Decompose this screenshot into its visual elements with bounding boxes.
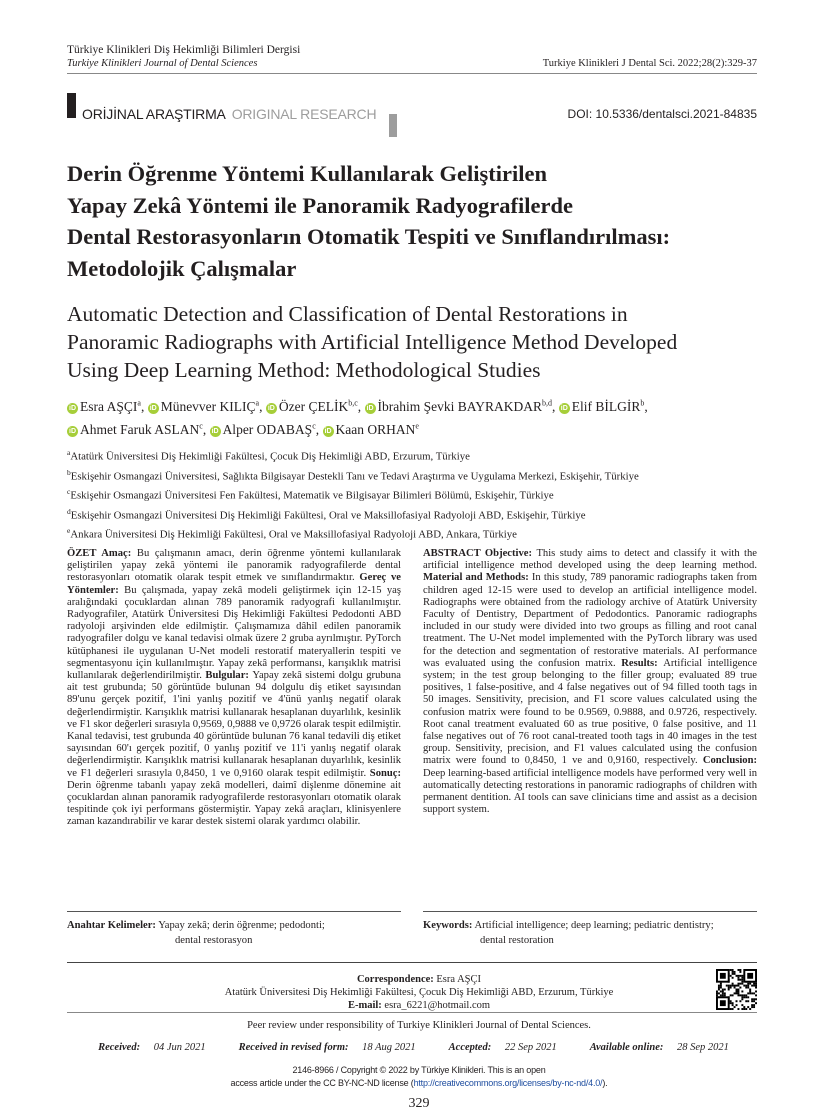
author-name: Kaan ORHAN bbox=[335, 422, 416, 437]
author-name: İbrahim Şevki BAYRAKDAR bbox=[377, 398, 543, 414]
abstract-en bbox=[423, 548, 757, 816]
author-list bbox=[67, 393, 767, 440]
author-affiliation-mark: a bbox=[137, 398, 141, 407]
author[interactable] bbox=[67, 399, 148, 414]
title-tr-line: Dental Restorasyonların Otomatik Tespiti ve Sınıflandırılması: bbox=[67, 224, 671, 249]
affiliation-mark: b bbox=[67, 467, 71, 477]
date-label: Received: bbox=[98, 1042, 141, 1053]
affiliation bbox=[67, 445, 767, 465]
abstract-tr-heading: Bulgular: bbox=[205, 670, 253, 682]
correspondence-name: Esra AŞÇI bbox=[436, 974, 482, 985]
keywords-en-label: Keywords: bbox=[423, 920, 473, 931]
orcid-icon[interactable]: iD bbox=[69, 404, 76, 412]
affiliation bbox=[67, 465, 767, 485]
copyright-line2-post: ). bbox=[602, 1078, 608, 1088]
date-item bbox=[239, 1042, 427, 1053]
abstract-en-text: Deep learning-based artificial intelligence models have performed very well in automatically detecting restorations in panoramic radiographs of children with permanent dentition. AI tools can save clinicians time and assist as a decision support system. bbox=[423, 767, 757, 816]
author-separator: , bbox=[357, 398, 365, 414]
title-en-line: Panoramic Radiographs with Artificial Intelligence Method Developed bbox=[67, 330, 678, 354]
footer-divider bbox=[67, 962, 757, 963]
author-name: Ahmet Faruk ASLAN bbox=[80, 422, 200, 437]
author-name: Özer ÇELİK bbox=[278, 398, 349, 414]
author-separator: , bbox=[552, 398, 559, 414]
date-item bbox=[590, 1042, 740, 1053]
section-label-tr: ORİJİNAL ARAŞTIRMA bbox=[82, 106, 226, 122]
author-separator: , bbox=[140, 398, 148, 414]
orcid-icon[interactable]: iD bbox=[366, 404, 374, 412]
title-tr-line: Derin Öğrenme Yöntemi Kullanılarak Geliştirilen bbox=[67, 161, 547, 186]
date-label: Available online: bbox=[589, 1042, 664, 1053]
author-affiliation-mark: c bbox=[312, 421, 316, 431]
author-affiliation-mark: b bbox=[640, 398, 645, 407]
abstract-tr-heading: Sonuç: bbox=[369, 767, 401, 779]
affiliation-mark: c bbox=[67, 487, 71, 497]
title-tr-line: Yapay Zekâ Yöntemi ile Panoramik Radyografilerde bbox=[67, 192, 574, 218]
title-tr-line: Metodolojik Çalışmalar bbox=[67, 255, 297, 281]
keywords-en-line1: Artificial intelligence; deep learning; pediatric dentistry; bbox=[474, 920, 714, 931]
author[interactable] bbox=[559, 399, 648, 414]
affiliation bbox=[67, 484, 767, 504]
keywords-tr bbox=[67, 918, 401, 948]
orcid-icon[interactable]: iD bbox=[324, 428, 332, 435]
date-value: 04 Jun 2021 bbox=[153, 1042, 206, 1053]
affiliation-text: Atatürk Üniversitesi Diş Hekimliği Fakültesi, Çocuk Diş Hekimliği ABD, Erzurum, Türkiye bbox=[70, 450, 470, 463]
affiliation bbox=[67, 523, 767, 543]
author-separator: , bbox=[315, 422, 323, 437]
author-name: Elif BİLGİR bbox=[571, 398, 641, 414]
header-divider bbox=[67, 73, 757, 74]
abstract-tr bbox=[67, 548, 401, 829]
abstract-en-text: Artificial intelligence system; in the test group belonging to the filler group; evaluated 89 true positives, 1 false-positive, and 4 false negatives out of 94 filled tooth tags in 50 images. Sensitivity, precision, and F1 score values calculated using the confusion matrix were found to be 0.9569, 0.9888, and 0.9726, respectively. Root canal treatment evaluated 60 as true positive, 0 false positive, and 11 false negatives out of 76 root canal-treated tooth tags in 40 images in the test group. Sensitivity, precision, and F1 values calculated using the confusion matrix were found to 0,8450, 1 ve and 0,9160, respectively. bbox=[423, 657, 758, 767]
author[interactable] bbox=[266, 399, 365, 414]
peer-review-note: Peer review under responsibility of Turkiye Klinikleri Journal of Dental Sciences. bbox=[247, 1020, 591, 1031]
article-dates bbox=[0, 1042, 838, 1053]
orcid-icon[interactable]: iD bbox=[267, 404, 275, 412]
abstract-tr-text: Derin öğrenme tabanlı yapay zekâ modelleri, daimî dişlenme dönemine ait çocuklardan alınan panoramik radyografilerde restorasyonları otomatik olarak tespitinde çok iyi performans göstermiştir. Yapay zekâ araçları, klinisyenlere zaman kazandırabilir ve karar destek sistemi olarak yardımcı olabilir. bbox=[67, 779, 401, 828]
title-tr bbox=[67, 158, 767, 284]
abstract-tr-heading: Gereç ve Yöntemler: bbox=[67, 572, 401, 596]
date-label: Received in revised form: bbox=[238, 1042, 349, 1053]
affiliation-text: Eskişehir Osmangazi Üniversitesi Diş Hekimliği Fakültesi, Oral ve Maksillofasiyal Radyoloji ABD, Eskişehir, Türkiye bbox=[70, 509, 586, 522]
abstract-en-heading: Results: bbox=[621, 657, 664, 669]
abstract-en-heading: Conclusion: bbox=[702, 755, 757, 767]
affiliation-mark: a bbox=[67, 448, 71, 457]
affiliation bbox=[67, 504, 767, 524]
license-link[interactable]: http://creativecommons.org/licenses/by-nc-nd/4.0/ bbox=[413, 1078, 603, 1088]
abstract-en-heading: ABSTRACT Objective: bbox=[423, 548, 537, 559]
abstract-en-divider bbox=[423, 911, 757, 912]
date-value: 22 Sep 2021 bbox=[504, 1042, 557, 1053]
author[interactable] bbox=[67, 422, 210, 437]
affiliation-text: Ankara Üniversitesi Diş Hekimliği Fakültesi, Oral ve Maksillofasiyal Radyoloji ABD, Ankara, Türkiye bbox=[70, 528, 517, 541]
author[interactable] bbox=[148, 399, 266, 414]
keywords-tr-label: Anahtar Kelimeler: bbox=[67, 920, 156, 931]
copyright-line1: 2146-8966 / Copyright © 2022 by Türkiye Klinikleri. This is an open bbox=[292, 1065, 546, 1075]
abstract-tr-text: Bu çalışmada, yapay zekâ modeli geliştirmek için 12-15 yaş aralığındaki çocuklardan alınan 789 panoramik radyografi kullanılmıştır. Radyografiler, Atatürk Üniversitesi Diş Hekimliği Fakültesi Pedodonti ABD radyoloji arşivinden elde edilmiştir. Çalışmamıza dâhil edilen panoramik radyografiler dolgu ve kanal tedavisi olmak üzere 2 gruba ayrılmıştır. PyTorch kütüphanesi ile uygulanan U-Net modeli restoratif materyallerin tespiti ve segmentasyonu için kullanılmıştır. Yapay zekâ performansı, karışıklık matrisi kullanılarak değerlendirilmiştir. bbox=[67, 584, 402, 682]
author-affiliation-mark: e bbox=[415, 421, 419, 431]
copyright-line2-pre: access article under the CC BY-NC-ND license ( bbox=[230, 1078, 414, 1088]
title-en-line: Using Deep Learning Method: Methodological Studies bbox=[67, 358, 541, 382]
author-name: Esra AŞÇI bbox=[80, 398, 138, 414]
correspondence-label: Correspondence: bbox=[356, 974, 434, 985]
author-affiliation-mark: b,d bbox=[542, 398, 553, 407]
keywords-tr-line2: dental restorasyon bbox=[175, 935, 253, 946]
date-value: 28 Sep 2021 bbox=[676, 1042, 729, 1053]
abstract-en-text: This study aims to detect and classify it with the artificial intelligence method developed using the deep learning method. bbox=[423, 548, 758, 572]
affiliation-list bbox=[67, 445, 767, 543]
orcid-icon[interactable]: iD bbox=[560, 404, 568, 412]
author[interactable] bbox=[210, 422, 323, 437]
page-number: 329 bbox=[408, 1096, 430, 1111]
affiliation-text: Eskişehir Osmangazi Üniversitesi, Sağlıkta Bilgisayar Destekli Tanı ve Tedavi Araştırma ve Uygulama Merkezi, Eskişehir, Türkiye bbox=[70, 470, 639, 483]
abstract-en-text: In this study, 789 panoramic radiographs taken from children aged 12-15 were used to develop an artificial intelligence model. Radiographs were obtained from the radiology archive of Atatürk University Faculty of Dentistry, Department of Pedodontics. Panoramic radiographs included in our study were divided into two groups as filling and root canal treatment. The U-Net model implemented with the PyTorch library was used for the detection and segmentation of restorative materials. AI performance was evaluated using the confusion matrix. bbox=[423, 572, 757, 669]
section-bar-gray bbox=[389, 114, 397, 137]
orcid-icon[interactable]: iD bbox=[149, 404, 157, 412]
author[interactable] bbox=[365, 399, 559, 414]
keywords-tr-line1: Yapay zekâ; derin öğrenme; pedodonti; bbox=[158, 920, 325, 931]
abstract-tr-divider bbox=[67, 911, 401, 912]
author-name: Münevver KILIÇ bbox=[160, 398, 256, 414]
keywords-en-line2: dental restoration bbox=[480, 935, 554, 946]
title-en bbox=[67, 300, 777, 384]
author-affiliation-mark: c bbox=[199, 421, 203, 431]
correspondence bbox=[0, 973, 838, 1012]
correspondence-address: Atatürk Üniversitesi Diş Hekimliği Fakültesi, Çocuk Diş Hekimliği ABD, Erzurum, Türkiye bbox=[224, 987, 614, 998]
title-en-line: Automatic Detection and Classification of Dental Restorations in bbox=[67, 302, 628, 326]
keywords-en bbox=[423, 918, 757, 948]
qr-code-icon[interactable] bbox=[716, 969, 757, 1010]
section-label-en: ORIGINAL RESEARCH bbox=[231, 106, 377, 122]
abstract-tr-text: Yapay zekâ sistemi dolgu grubuna ait test grubunda; 50 görüntüde bulunan 94 dolgulu diş etiket sayısından 89'unu gerçek pozitif, 1'ini yanlış pozitif ve 4'ünü yanlış negatif olarak değerlendirmiştir. Karışıklık matrisi kullanarak hesaplanan duyarlılık, kesinlik ve F1 skor değerleri sırasıyla 0,9569, 0,9888 ve 0,9726 olarak tespit edilmiştir. Kanal tedavisi, test grubunda 40 görüntüde bulunan 76 kanal tedavili diş etiket sayısından 60'ı gerçek pozitif, 0 yanlış pozitif ve 11'i yanlış negatif olarak değerlendirmiştir. Karışıklık matrisi kullanarak hesaplanan duyarlılık, kesinlik ve F1 değerleri sırasıyla 0,8450, 1 ve 0,9160 olarak tespit edilmiştir. bbox=[67, 670, 401, 779]
date-item bbox=[449, 1042, 568, 1053]
author-separator: , bbox=[259, 398, 266, 414]
author-separator: , bbox=[644, 398, 648, 414]
journal-citation: Turkiye Klinikleri J Dental Sci. 2022;28(2):329-37 bbox=[542, 58, 757, 69]
abstract-en-heading: Material and Methods: bbox=[423, 572, 532, 584]
section-label bbox=[82, 106, 376, 122]
section-bar-dark bbox=[67, 93, 76, 118]
date-value: 18 Aug 2021 bbox=[362, 1042, 416, 1053]
affiliation-mark: d bbox=[67, 506, 71, 516]
journal-name-en: Turkiye Klinikleri Journal of Dental Sciences bbox=[67, 58, 258, 69]
affiliation-mark: e bbox=[67, 526, 71, 536]
author-affiliation-mark: b,c bbox=[348, 398, 358, 407]
copyright bbox=[0, 1064, 838, 1090]
doi[interactable]: DOI: 10.5336/dentalsci.2021-84835 bbox=[567, 107, 757, 121]
author-name: Alper ODABAŞ bbox=[222, 422, 313, 437]
orcid-icon[interactable]: iD bbox=[69, 428, 76, 435]
abstract-tr-text: Bu çalışmanın amacı, derin öğrenme yöntemi kullanılarak geliştirilen yapay zekâ yöntemi ile panoramik radyografilerde dental restorasyonları otomatik olarak tespit etmek ve sınıflandırmaktır. bbox=[67, 548, 401, 584]
email-label: E-mail: bbox=[347, 1000, 382, 1011]
author-affiliation-mark: a bbox=[255, 398, 260, 407]
date-item bbox=[98, 1042, 217, 1053]
orcid-icon[interactable]: iD bbox=[211, 428, 219, 435]
peer-divider bbox=[67, 1012, 757, 1013]
abstract-tr-heading: ÖZET Amaç: bbox=[67, 548, 137, 559]
affiliation-text: Eskişehir Osmangazi Üniversitesi Fen Fakültesi, Matematik ve Bilgisayar Bilimleri Bölümü, Eskişehir, Türkiye bbox=[70, 489, 554, 502]
date-label: Accepted: bbox=[448, 1042, 492, 1053]
email-link[interactable]: esra_6221@hotmail.com bbox=[384, 1000, 491, 1011]
author[interactable] bbox=[323, 422, 419, 437]
author-separator: , bbox=[202, 422, 210, 437]
journal-name-tr: Türkiye Klinikleri Diş Hekimliği Bilimleri Dergisi bbox=[67, 44, 301, 56]
